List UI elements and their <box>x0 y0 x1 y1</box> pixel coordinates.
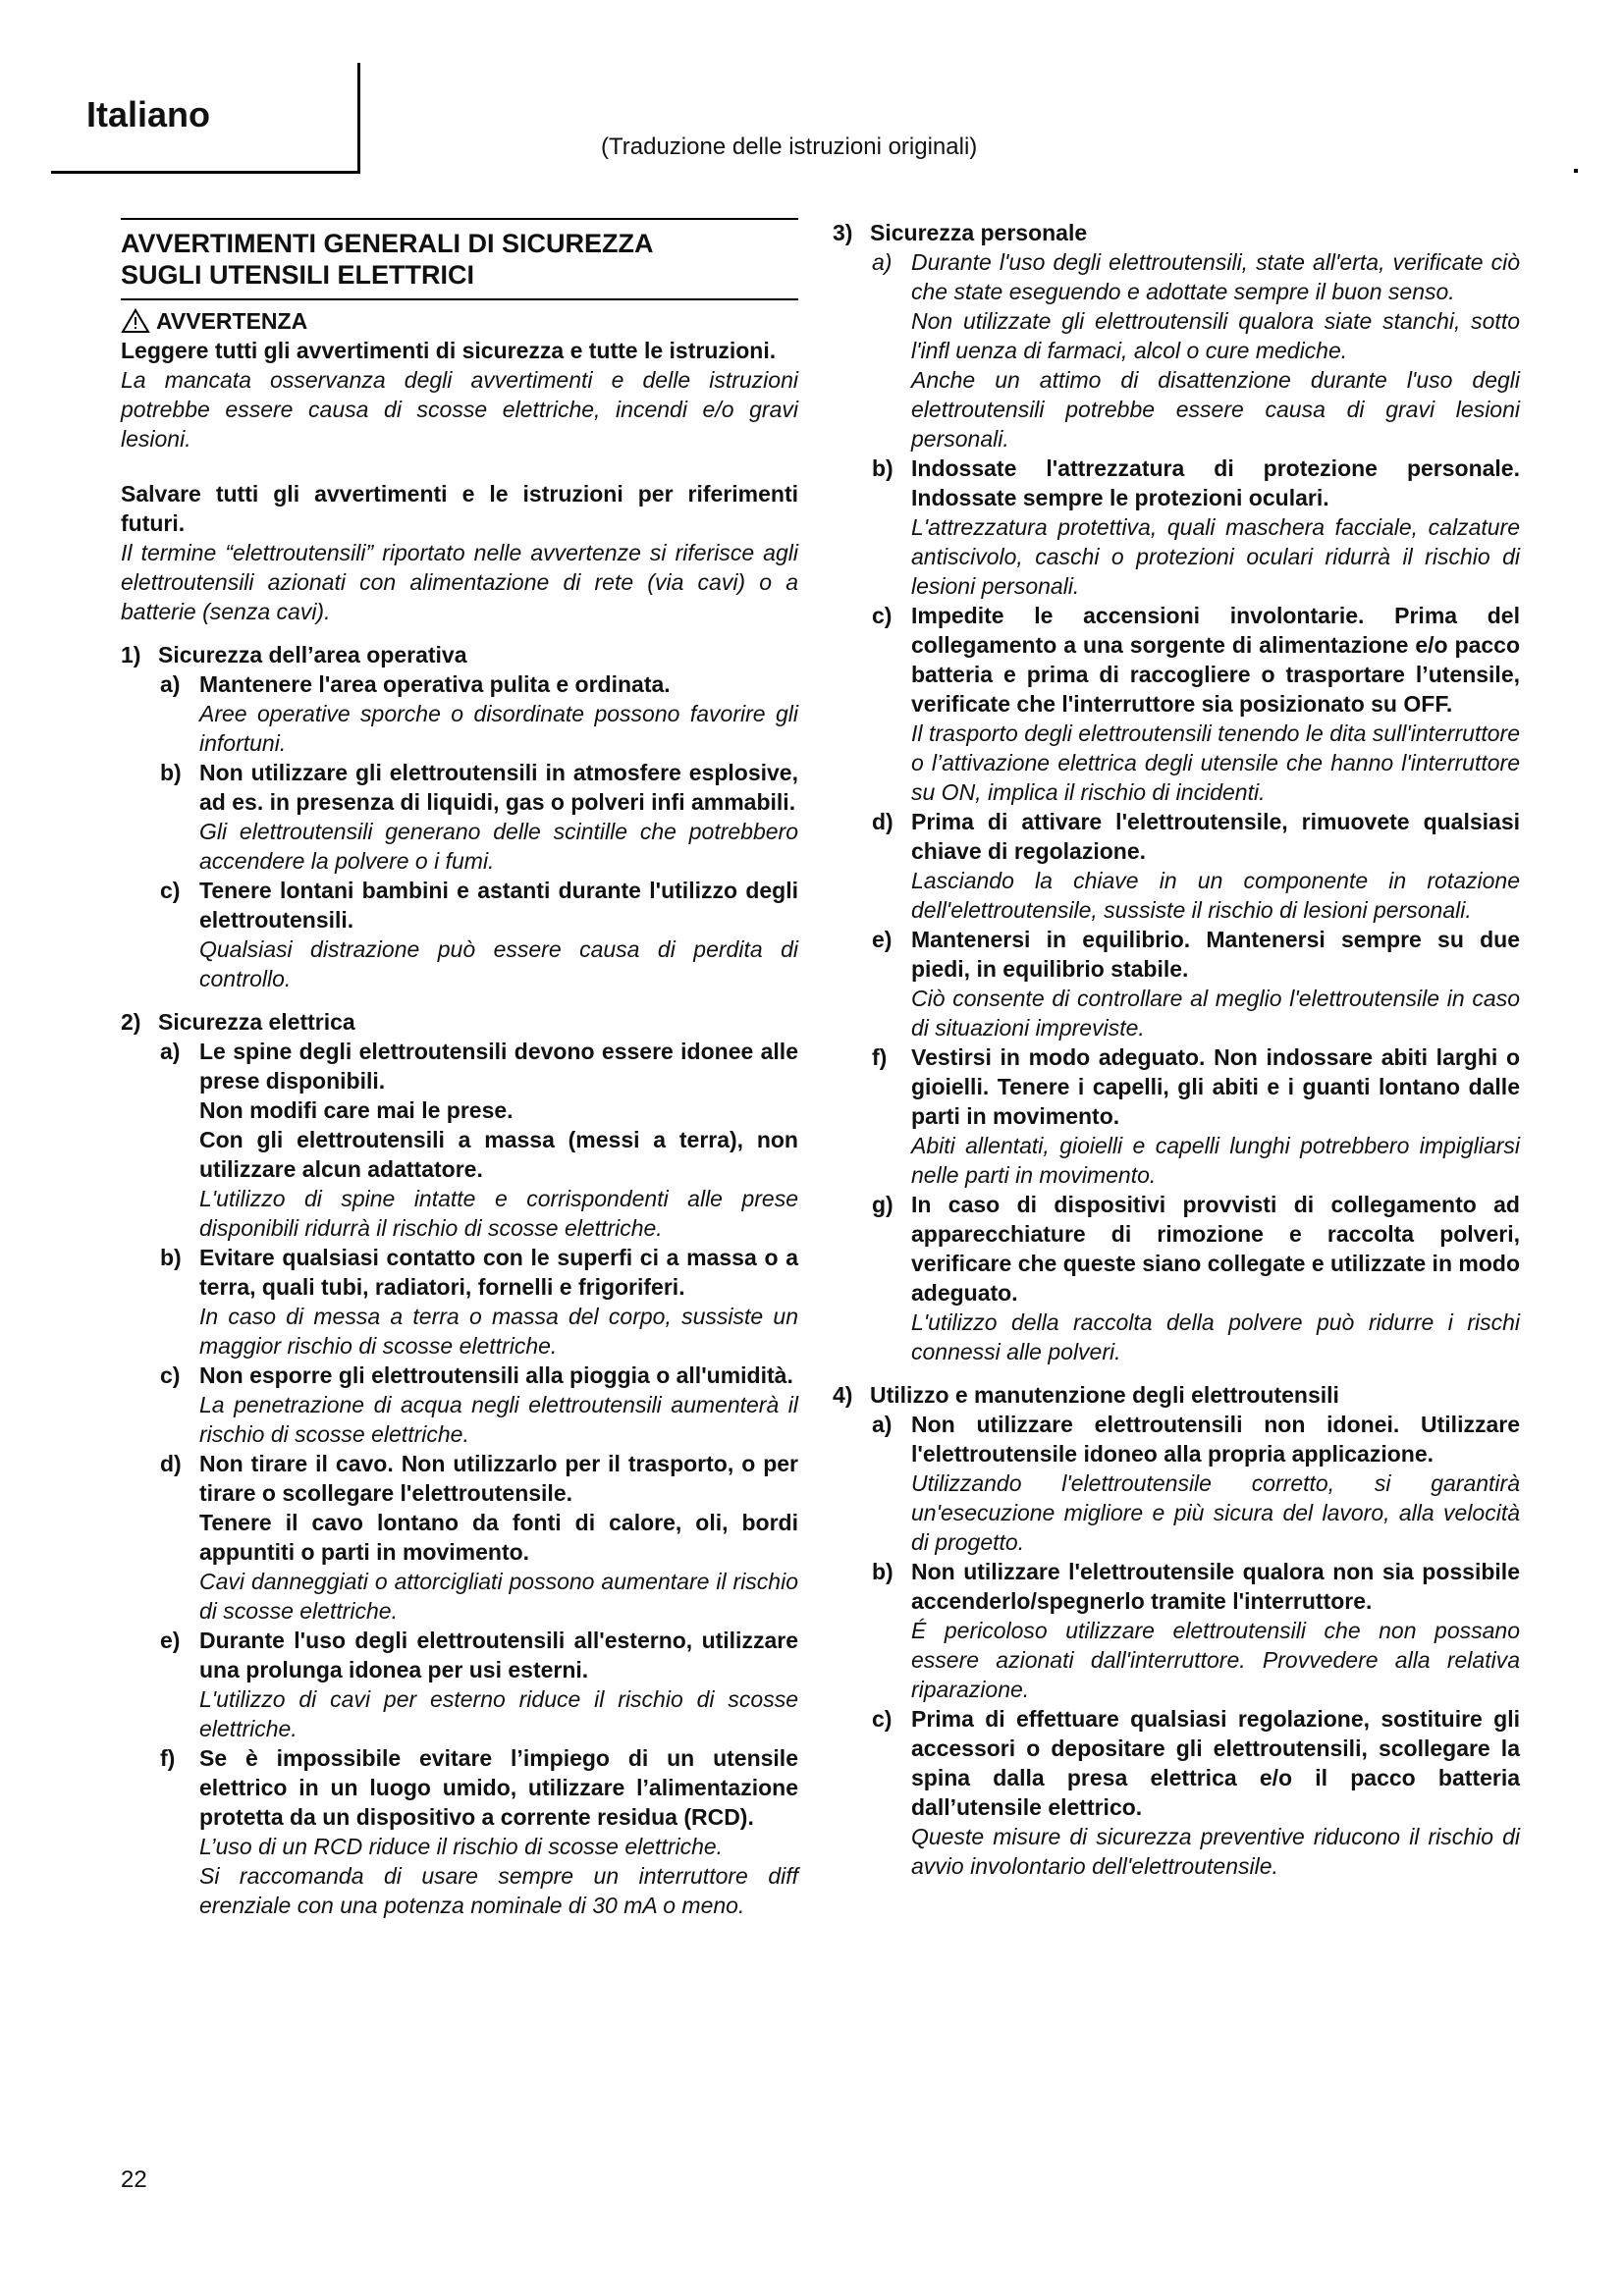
item-italic: L'utilizzo di cavi per esterno riduce il rischio di scosse elettriche. <box>199 1686 798 1741</box>
item-bold: Prima di effettuare qualsiasi regolazione, sostituire gli accessori o depositare gli elettroutensili, scollegare la spina dalla presa elettrica e/o il pacco batteria dall’utensile elettrico. <box>911 1706 1520 1820</box>
item-label: d) <box>872 809 893 834</box>
section-title: Utilizzo e manutenzione degli elettroutensili <box>870 1382 1339 1408</box>
section-4-heading <box>833 1380 1520 1410</box>
item-bold: Tenere lontani bambini e astanti durante l'utilizzo degli elettroutensili. <box>199 878 798 933</box>
item-italic: Ciò consente di controllare al meglio l'elettroutensile in caso di situazioni impreviste. <box>911 986 1520 1041</box>
item-bold: Durante l'uso degli elettroutensili all'esterno, utilizzare una prolunga idonea per usi esterni. <box>199 1628 798 1682</box>
item-label: a) <box>872 249 893 275</box>
item-label: d) <box>160 1451 182 1476</box>
item-bold: Mantenere l'area operativa pulita e ordinata. <box>199 671 671 697</box>
list-item <box>872 1410 1520 1557</box>
list-item <box>872 1190 1520 1366</box>
item-bold: Evitare qualsiasi contatto con le superfi ci a massa o a terra, quali tubi, radiatori, fornelli e frigoriferi. <box>199 1245 798 1300</box>
item-italic: In caso di messa a terra o massa del corpo, sussiste un maggior rischio di scosse elettriche. <box>199 1304 798 1359</box>
item-bold: Vestirsi in modo adeguato. Non indossare abiti larghi o gioielli. Tenere i capelli, gli abiti e i guanti lontano dalle parti in movimento. <box>911 1044 1520 1129</box>
section-number: 4) <box>833 1382 853 1408</box>
item-italic: L'utilizzo di spine intatte e corrispondenti alle prese disponibili ridurrà il rischio di scosse elettriche. <box>199 1186 798 1241</box>
section-3-heading <box>833 218 1520 247</box>
item-italic: Lasciando la chiave in un componente in rotazione dell'elettroutensile, sussiste il rischio di lesioni personali. <box>911 868 1520 923</box>
item-bold: Non tirare il cavo. Non utilizzarlo per il trasporto, o per tirare o scollegare l'elettroutensile. <box>199 1451 798 1506</box>
item-label: c) <box>872 1706 893 1732</box>
item-label: b) <box>872 1559 893 1584</box>
list-item <box>872 925 1520 1042</box>
warning-heading <box>121 306 798 336</box>
warning-label: AVVERTENZA <box>156 308 308 334</box>
list-item <box>160 1037 798 1243</box>
item-italic: Aree operative sporche o disordinate possono favorire gli infortuni. <box>199 701 798 756</box>
item-label: a) <box>160 671 181 697</box>
warning-triangle-icon <box>121 308 150 334</box>
item-bold: Non modifi care mai le prese. <box>199 1097 514 1123</box>
item-label: b) <box>160 1245 182 1270</box>
item-label: b) <box>872 455 893 481</box>
item-bold: Mantenersi in equilibrio. Mantenersi sempre su due piedi, in equilibrio stabile. <box>911 927 1520 982</box>
item-label: e) <box>872 927 893 952</box>
section-title: Sicurezza dell’area operativa <box>158 642 467 667</box>
item-italic: Si raccomanda di usare sempre un interruttore diff erenziale con una potenza nominale di 30 mA o meno. <box>199 1863 798 1918</box>
language-tab-title: Italiano <box>86 94 211 134</box>
list-item <box>160 1743 798 1920</box>
item-label: g) <box>872 1192 893 1217</box>
item-italic: Durante l'uso degli elettroutensili, state all'erta, verificate ciò che state eseguendo e adottate sempre il buon senso. <box>911 249 1520 304</box>
item-bold: Tenere il cavo lontano da fonti di calore, oli, bordi appuntiti o parti in movimento. <box>199 1510 798 1565</box>
item-label: c) <box>872 603 893 628</box>
item-italic: Qualsiasi distrazione può essere causa di perdita di controllo. <box>199 936 798 991</box>
item-label: a) <box>872 1412 893 1437</box>
list-item <box>872 1704 1520 1881</box>
section-2-heading <box>121 1007 798 1037</box>
item-italic: Anche un attimo di disattenzione durante l'uso degli elettroutensili potrebbe essere causa di gravi lesioni personali. <box>911 367 1520 452</box>
list-item <box>160 1243 798 1361</box>
right-column <box>833 218 1520 1881</box>
intro-italic: La mancata osservanza degli avvertimenti e delle istruzioni potrebbe essere causa di scosse elettriche, incendi e/o gravi lesioni. <box>121 367 798 452</box>
item-italic: Queste misure di sicurezza preventive riducono il rischio di avvio involontario dell'elettroutensile. <box>911 1824 1520 1879</box>
page-number: 22 <box>121 2166 147 2193</box>
item-italic: La penetrazione di acqua negli elettroutensili aumenterà il rischio di scosse elettriche. <box>199 1392 798 1447</box>
item-bold: In caso di dispositivi provvisti di collegamento ad apparecchiature di rimozione e raccolta polveri, verificare che queste siano collegate e utilizzate in modo adeguato. <box>911 1192 1520 1306</box>
item-italic: Non utilizzate gli elettroutensili qualora siate stanchi, sotto l'infl uenza di farmaci, alcol o cure mediche. <box>911 308 1520 363</box>
save-bold: Salvare tutti gli avvertimenti e le istruzioni per riferimenti futuri. <box>121 481 798 536</box>
section-number: 2) <box>121 1009 141 1035</box>
item-label: f) <box>160 1745 176 1771</box>
item-italic: Abiti allentati, gioielli e capelli lunghi potrebbero impigliarsi nelle parti in movimento. <box>911 1133 1520 1188</box>
item-bold: Se è impossibile evitare l’impiego di un utensile elettrico in un luogo umido, utilizzare l’alimentazione protetta da un dispositivo a corrente residua (RCD). <box>199 1745 798 1830</box>
item-italic: Il trasporto degli elettroutensili tenendo le dita sull'interruttore o l’attivazione elettrica degli utensile che hanno l'interruttore su ON, implica il rischio di incidenti. <box>911 721 1520 805</box>
list-item <box>872 807 1520 925</box>
item-bold: Non esporre gli elettroutensili alla pioggia o all'umidità. <box>199 1362 793 1388</box>
item-label: a) <box>160 1039 181 1064</box>
item-italic: L’uso di un RCD riduce il rischio di scosse elettriche. <box>199 1834 724 1859</box>
list-item <box>872 1042 1520 1190</box>
list-item <box>160 669 798 758</box>
list-item <box>160 1361 798 1449</box>
list-item <box>872 454 1520 601</box>
item-italic: L'utilizzo della raccolta della polvere può ridurre i rischi connessi alle polveri. <box>911 1309 1520 1364</box>
page-title <box>121 228 798 291</box>
section-title: Sicurezza personale <box>870 220 1088 245</box>
list-item <box>160 1626 798 1743</box>
item-italic: É pericoloso utilizzare elettroutensili che non possano essere azionati dall'interruttore. Provvedere alla relativa riparazione. <box>911 1618 1520 1702</box>
item-bold: Non utilizzare l'elettroutensile qualora non sia possibile accenderlo/spegnerlo tramite l'interruttore. <box>911 1559 1520 1614</box>
title-bottom-rule <box>121 298 798 300</box>
item-bold: Con gli elettroutensili a massa (messi a terra), non utilizzare alcun adattatore. <box>199 1127 798 1182</box>
section-1-heading <box>121 640 798 669</box>
item-label: c) <box>160 1362 181 1388</box>
margin-dot <box>1574 169 1578 173</box>
item-bold: Indossate l'attrezzatura di protezione personale. Indossate sempre le protezioni oculari. <box>911 455 1520 510</box>
item-italic: Utilizzando l'elettroutensile corretto, si garantirà un'esecuzione migliore e più sicura del lavoro, alla velocità di progetto. <box>911 1470 1520 1555</box>
list-item <box>160 758 798 876</box>
intro-bold: Leggere tutti gli avvertimenti di sicurezza e tutte le istruzioni. <box>121 338 777 363</box>
item-bold: Impedite le accensioni involontarie. Prima del collegamento a una sorgente di alimentazione e/o pacco batteria e prima di raccogliere o trasportare l’utensile, verificate che l'interruttore sia posizionato su OFF. <box>911 603 1520 717</box>
item-bold: Non utilizzare elettroutensili non idonei. Utilizzare l'elettroutensile idoneo alla propria applicazione. <box>911 1412 1520 1467</box>
left-column <box>121 218 798 1920</box>
list-item <box>872 601 1520 807</box>
item-bold: Prima di attivare l'elettroutensile, rimuovete qualsiasi chiave di regolazione. <box>911 809 1520 864</box>
list-item <box>160 876 798 993</box>
item-italic: Gli elettroutensili generano delle scintille che potrebbero accendere la polvere o i fumi. <box>199 819 798 874</box>
page-title-line2: SUGLI UTENSILI ELETTRICI <box>121 260 475 290</box>
list-item <box>872 247 1520 454</box>
page-subtitle: (Traduzione delle istruzioni originali) <box>601 133 978 160</box>
item-label: b) <box>160 760 182 785</box>
item-italic: L'attrezzatura protettiva, quali maschera facciale, calzature antiscivolo, caschi o protezioni oculari ridurrà il rischio di lesioni personali. <box>911 514 1520 599</box>
item-bold: Non utilizzare gli elettroutensili in atmosfere esplosive, ad es. in presenza di liquidi, gas o polveri infi ammabili. <box>199 760 798 815</box>
section-number: 1) <box>121 642 141 667</box>
section-title: Sicurezza elettrica <box>158 1009 355 1035</box>
page-title-line1: AVVERTIMENTI GENERALI DI SICUREZZA <box>121 229 654 258</box>
list-item <box>160 1449 798 1626</box>
item-label: c) <box>160 878 181 903</box>
item-italic: Cavi danneggiati o attorcigliati possono aumentare il rischio di scosse elettriche. <box>199 1569 798 1624</box>
item-label: e) <box>160 1628 181 1653</box>
section-number: 3) <box>833 220 853 245</box>
save-italic: Il termine “elettroutensili” riportato nelle avvertenze si riferisce agli elettroutensili azionati con alimentazione di rete (via cavi) o a batterie (senza cavi). <box>121 540 798 624</box>
title-top-rule <box>121 218 798 220</box>
list-item <box>872 1557 1520 1704</box>
item-bold: Le spine degli elettroutensili devono essere idonee alle prese disponibili. <box>199 1039 798 1094</box>
item-label: f) <box>872 1044 888 1070</box>
